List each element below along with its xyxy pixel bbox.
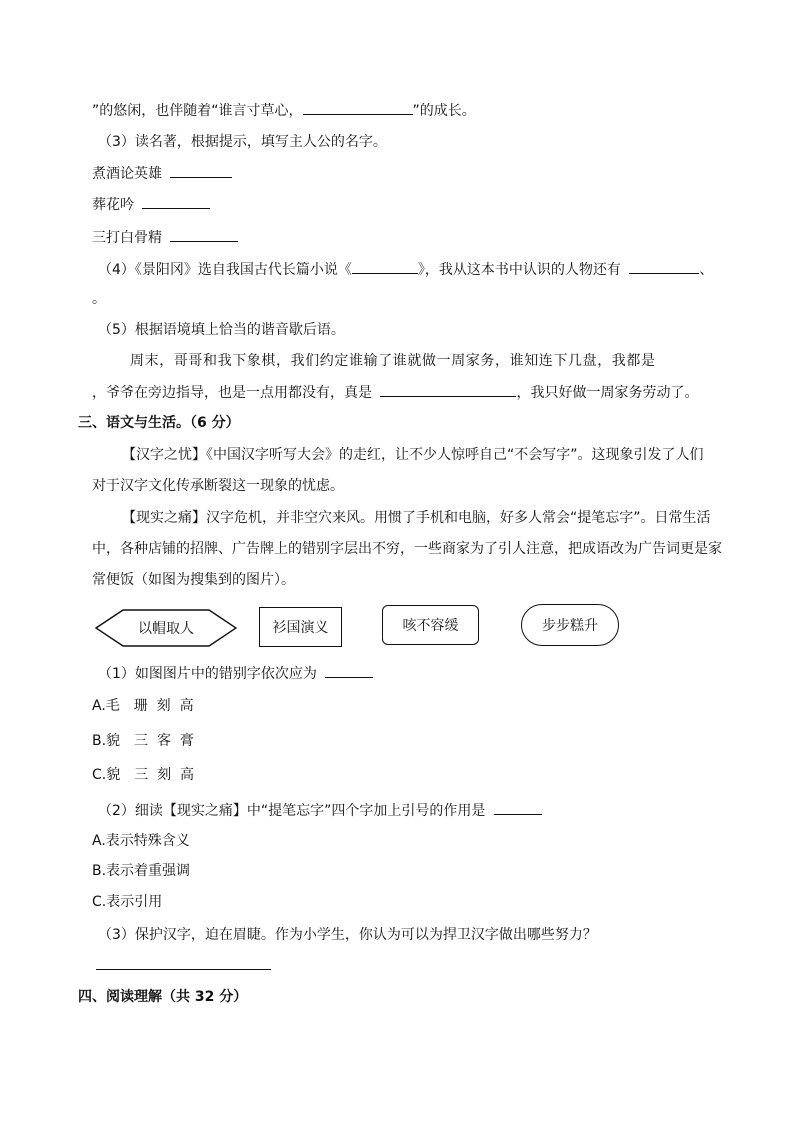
section3-p1-line1: 【汉字之忧】《中国汉字听写大会》的走红，让不少人惊呼自己“不会写字”。这现象引发了人们 xyxy=(122,447,704,463)
item5-p2-suffix: ，我只好做一周家务劳动了。 xyxy=(516,385,699,401)
blank-s3-q2[interactable] xyxy=(494,800,542,815)
item4-prefix: （4）《景阳冈》选自我国古代长篇小说《 xyxy=(98,262,352,278)
item3-b-label: 葬花吟 xyxy=(92,197,134,213)
blank-item4-person[interactable] xyxy=(629,259,699,274)
blank-item5[interactable] xyxy=(380,382,516,397)
q2-line1-suffix: ”的成长。 xyxy=(412,103,476,119)
s3-q1-option-c: C.貌 三 刻 高 xyxy=(92,767,195,783)
sign-pill xyxy=(521,604,619,646)
sign-1-text: 以帽取人 xyxy=(138,621,194,637)
sign-rounded-rect xyxy=(382,605,479,645)
s3-q1-prompt xyxy=(98,663,373,684)
item3-b xyxy=(92,194,210,215)
q2-line1-prefix: ”的悠闲，也伴随着“谁言寸草心， xyxy=(92,103,303,119)
item3-c xyxy=(92,227,238,248)
item5-p2 xyxy=(92,382,698,403)
section3-p2-line3: 常便饭（如图为搜集到的图片）。 xyxy=(92,572,295,588)
s3-q2-prompt xyxy=(98,800,542,821)
s3-q1-option-a: A.毛 珊 刻 高 xyxy=(92,698,194,714)
blank-item3-a[interactable] xyxy=(170,163,232,178)
s3-q2-option-c: C.表示引用 xyxy=(92,894,163,910)
answer-line-s3-q3[interactable] xyxy=(96,969,271,970)
item3-a-label: 煮酒论英雄 xyxy=(92,166,162,182)
blank-item3-c[interactable] xyxy=(170,227,238,242)
item5-p1: 周末，哥哥和我下象棋，我们约定谁输了谁就做一周家务，谁知连下几盘，我都是 xyxy=(130,353,656,369)
blank-item3-b[interactable] xyxy=(142,194,210,209)
s3-q2-text: （2）细读【现实之痛】中“提笔忘字”四个字加上引号的作用是 xyxy=(98,803,486,819)
sign-4-text: 步步糕升 xyxy=(542,618,598,634)
sign-3-text: 咳不容缓 xyxy=(402,618,459,634)
s3-q2-option-a: A.表示特殊含义 xyxy=(92,833,190,849)
s3-q3-prompt: （3）保护汉字，迫在眉睫。作为小学生，你认为可以为捍卫汉字做出哪些努力？ xyxy=(98,927,597,943)
s3-q1-option-b: B.貌 三 客 膏 xyxy=(92,733,194,749)
sign-rect xyxy=(259,607,342,647)
s3-q1-text: （1）如图图片中的错别字依次应为 xyxy=(98,666,317,682)
section3-p1-line2: 对于汉字文化传承断裂这一现象的忧虑。 xyxy=(92,478,344,494)
sign-2-text: 衫国演义 xyxy=(272,620,329,636)
blank-s3-q1[interactable] xyxy=(325,663,373,678)
item4-end: 。 xyxy=(92,291,106,307)
item4-comma: 、 xyxy=(699,262,714,278)
s3-q2-option-b: B.表示着重强调 xyxy=(92,863,191,879)
blank-line1[interactable] xyxy=(303,100,413,115)
item4 xyxy=(98,259,713,280)
item5-prompt: （5）根据语境填上恰当的谐音歇后语。 xyxy=(98,322,345,338)
section3-p2-line1: 【现实之痛】汉字危机，并非空穴来风。用惯了手机和电脑，好多人常会“提笔忘字”。日常生活 xyxy=(122,510,711,526)
item3-prompt: （3）读名著，根据提示，填写主人公的名字。 xyxy=(98,134,387,150)
item3-c-label: 三打白骨精 xyxy=(92,230,162,246)
item3-a xyxy=(92,163,232,184)
item4-mid: 》，我从这本书中认识的人物还有 xyxy=(417,262,621,278)
section3-heading: 三、语文与生活。（6 分） xyxy=(78,415,240,431)
q2-line1 xyxy=(92,100,476,121)
item5-p2-prefix: ，爷爷在旁边指导，也是一点用都没有，真是 xyxy=(92,385,372,401)
section4-heading: 四、阅读理解（共 32 分） xyxy=(78,989,248,1005)
blank-item4-book[interactable] xyxy=(352,259,418,274)
sign-hexagon xyxy=(95,609,237,647)
section3-p2-line2: 中，各种店铺的招牌、广告牌上的错别字层出不穷，一些商家为了引人注意，把成语改为广告词更是家 xyxy=(92,541,722,557)
